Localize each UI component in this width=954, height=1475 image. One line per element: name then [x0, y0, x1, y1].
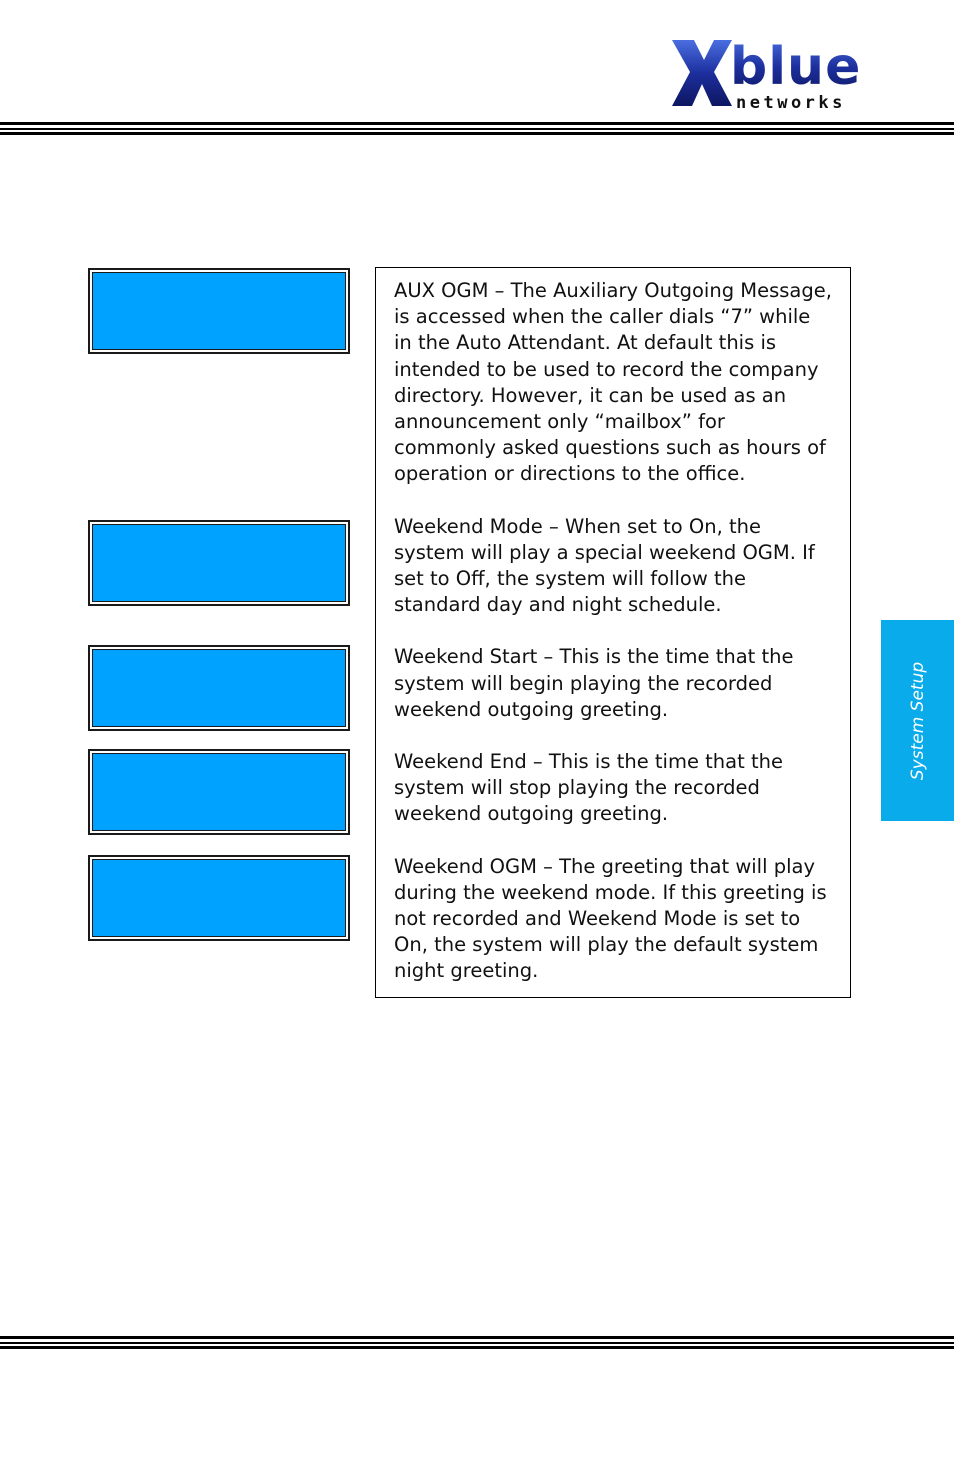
description-aux-ogm: AUX OGM – The Auxiliary Outgoing Message, is accessed when the caller dials “7” while in the Auto Attendant. At default this is intended to be used to record the company directory. However, it can be used as an announcement only “mailbox” for commonly asked questions such as hours of operation or directions to the office.	[394, 279, 832, 486]
logo-sub-word: networks	[736, 93, 846, 112]
xblue-networks-logo	[668, 38, 872, 112]
description-weekend-ogm: Weekend OGM – The greeting that will play during the weekend mode. If this greeting is not recorded and Weekend Mode is set to On, the system will play the default system night greeting.	[394, 854, 827, 983]
lcd-display-weekend-start	[88, 645, 350, 731]
lcd-display-weekend-end	[88, 749, 350, 835]
lcd-display-weekend-ogm	[88, 855, 350, 941]
description-box	[375, 267, 851, 998]
description-weekend-end: Weekend End – This is the time that the system will stop playing the recorded weekend outgoing greeting.	[394, 750, 783, 826]
section-tab-label: System Setup	[907, 661, 928, 780]
description-weekend-mode: Weekend Mode – When set to On, the system will play a special weekend OGM. If set to Off, the system will follow the standard day and night schedule.	[394, 514, 815, 617]
lcd-display-weekend-mode	[88, 520, 350, 606]
logo-brand-word: blue	[730, 38, 862, 97]
section-tab	[881, 620, 954, 821]
lcd-display-aux-ogm	[88, 268, 350, 354]
x-mark-icon	[672, 40, 732, 106]
description-weekend-start: Weekend Start – This is the time that the system will begin playing the recorded weekend outgoing greeting.	[394, 645, 794, 721]
